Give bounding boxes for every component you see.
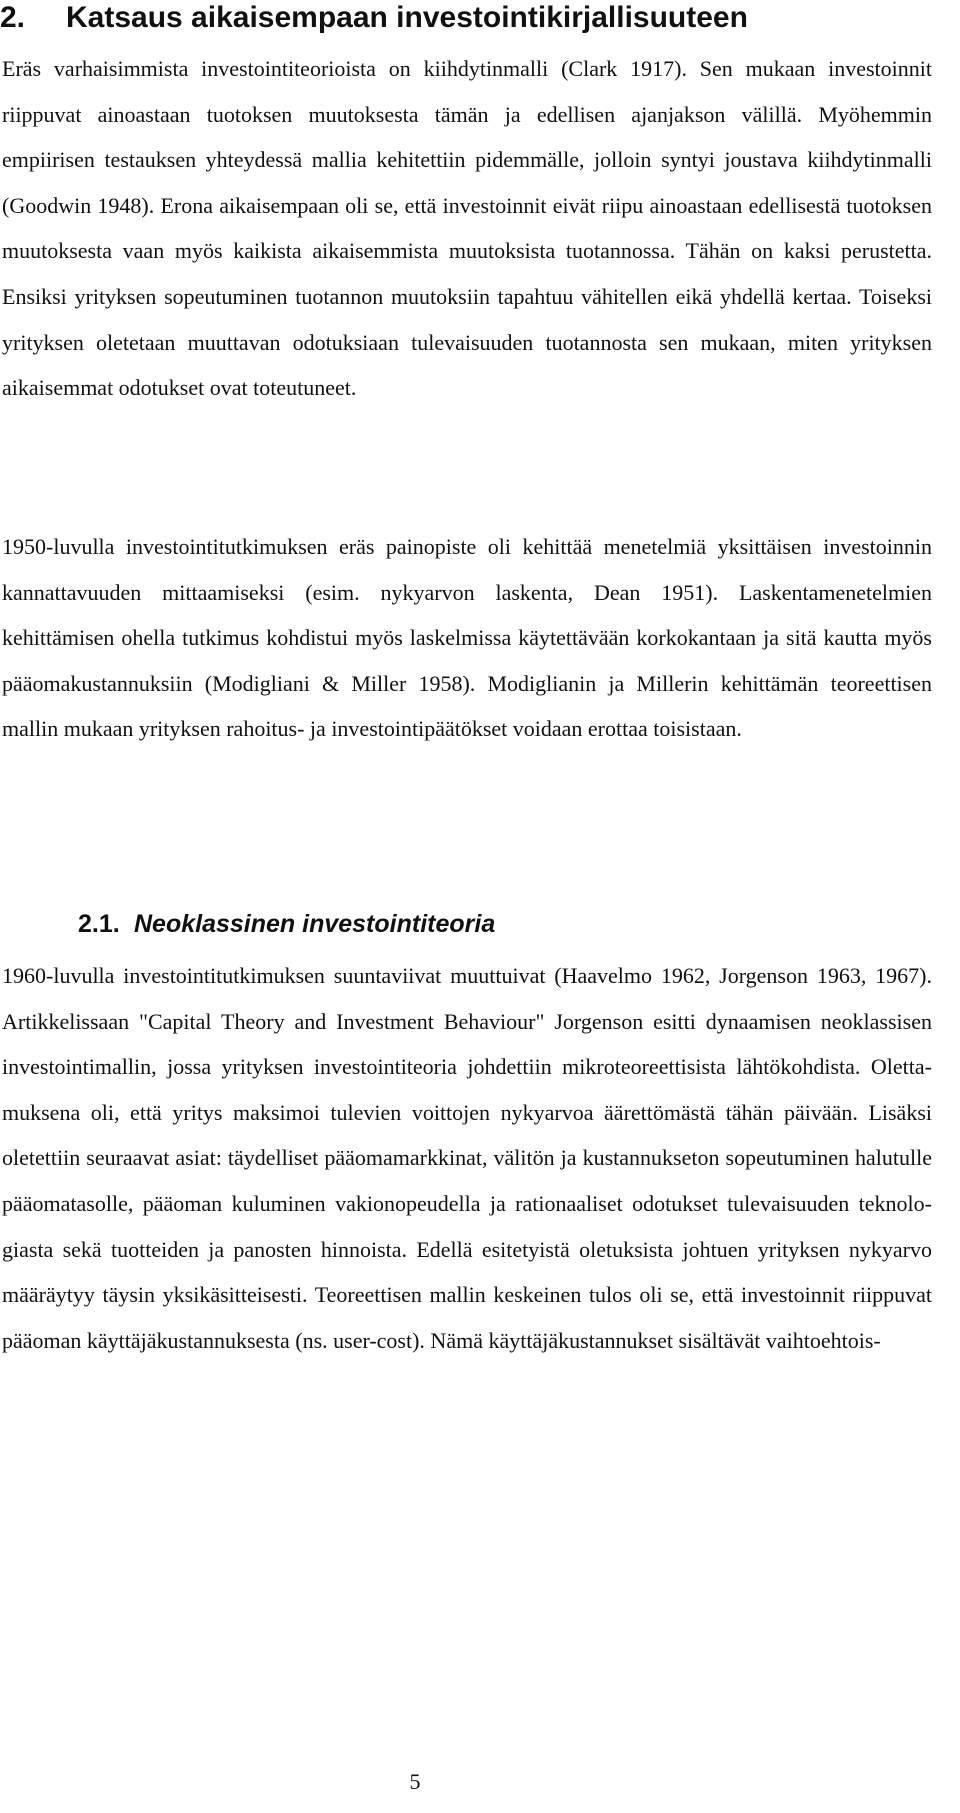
page-number: 5 [409, 1769, 421, 1794]
paragraph-1: Eräs varhaisimmista investointiteorioista on kiihdytinmalli (Clark 1917). Sen mukaan investoinnit riippuvat ainoastaan tuotoksen muutoksesta tämän ja edellisen ajanjakson välillä. Myöhemmin empiirisen testauksen yhteydessä mallia kehitettiin pidemmälle, jolloin syntyi joustava kiihdytinmalli (Goodwin 1948). Erona aikaisempaan oli se, että investoinnit eivät riipu ainoastaan edellisestä tuotoksen muutoksesta vaan myös kaikista aikaisemmista muutoksista tuotannossa. Tähän on kaksi perustetta. Ensiksi yrityksen sopeutuminen tuotannon muutoksiin tapahtuu vähitellen eikä yhdellä kertaa. Toiseksi yrityksen oletetaan muuttavan odotuksiaan tulevaisuuden tuotannosta sen mukaan, miten yrityksen aikaisemmat odotukset ovat toteutuneet. [2, 56, 932, 401]
paragraph-2: 1950-luvulla investointitutkimuksen eräs painopiste oli kehittää menetelmiä yksittäisen investoinnin kannattavuuden mittaamiseksi (esim. nykyarvon laskenta, Dean 1951). Laskentamenetelmien kehittämisen ohella tutkimus kohdistui myös laskelmissa käytettävään korkokantaan ja sitä kautta myös pääomakustannuksiin (Modigliani & Miller 1958). Modiglianin ja Millerin kehittämän teoreettisen mallin mukaan yrityksen rahoitus- ja investointipäätökset voidaan erottaa toisistaan. [2, 534, 932, 742]
section-title: Katsaus aikaisempaan investointikirjallisuuteen [66, 1, 748, 34]
section-number: 2. [0, 1, 26, 34]
subsection-heading [78, 908, 495, 940]
section-heading [0, 0, 748, 36]
paragraph-3: 1960-luvulla investointitutkimuksen suuntaviivat muuttuivat (Haavelmo 1962, Jorgenson 1963, 1967). Artikkelissaan "Capital Theory and Investment Behaviour" Jorgenson esitti dynaamisen neoklassisen investointimallin, jossa yrityksen investointiteoria johdettiin mikroteoreettisista lähtökohdista. Olettamuksena oli, että yritys maksimoi tulevien voittojen nykyarvoa äärettömästä tähän päivään. Lisäksi oletettiin seuraavat asiat: täydelliset pääomamarkkinat, välitön ja kustannukseton sopeutuminen halutulle pääomatasolle, pääoman kuluminen vakionopeudella ja rationaaliset odotukset tulevaisuuden teknologiasta sekä tuotteiden ja panosten hinnoista. Edellä esitetyistä oletuksista johtuen yrityksen nykyarvo määräytyy täysin yksikäsitteisesti. Teoreettisen mallin keskeinen tulos oli se, että investoinnit riippuvat pääoman käyttäjäkustannuksesta (ns. user-cost). Nämä käyttäjäkustannukset sisältävät vaihtoehtois- [2, 963, 932, 1353]
subsection-title: Neoklassinen investointiteoria [134, 910, 496, 938]
subsection-number: 2.1. [78, 910, 120, 938]
